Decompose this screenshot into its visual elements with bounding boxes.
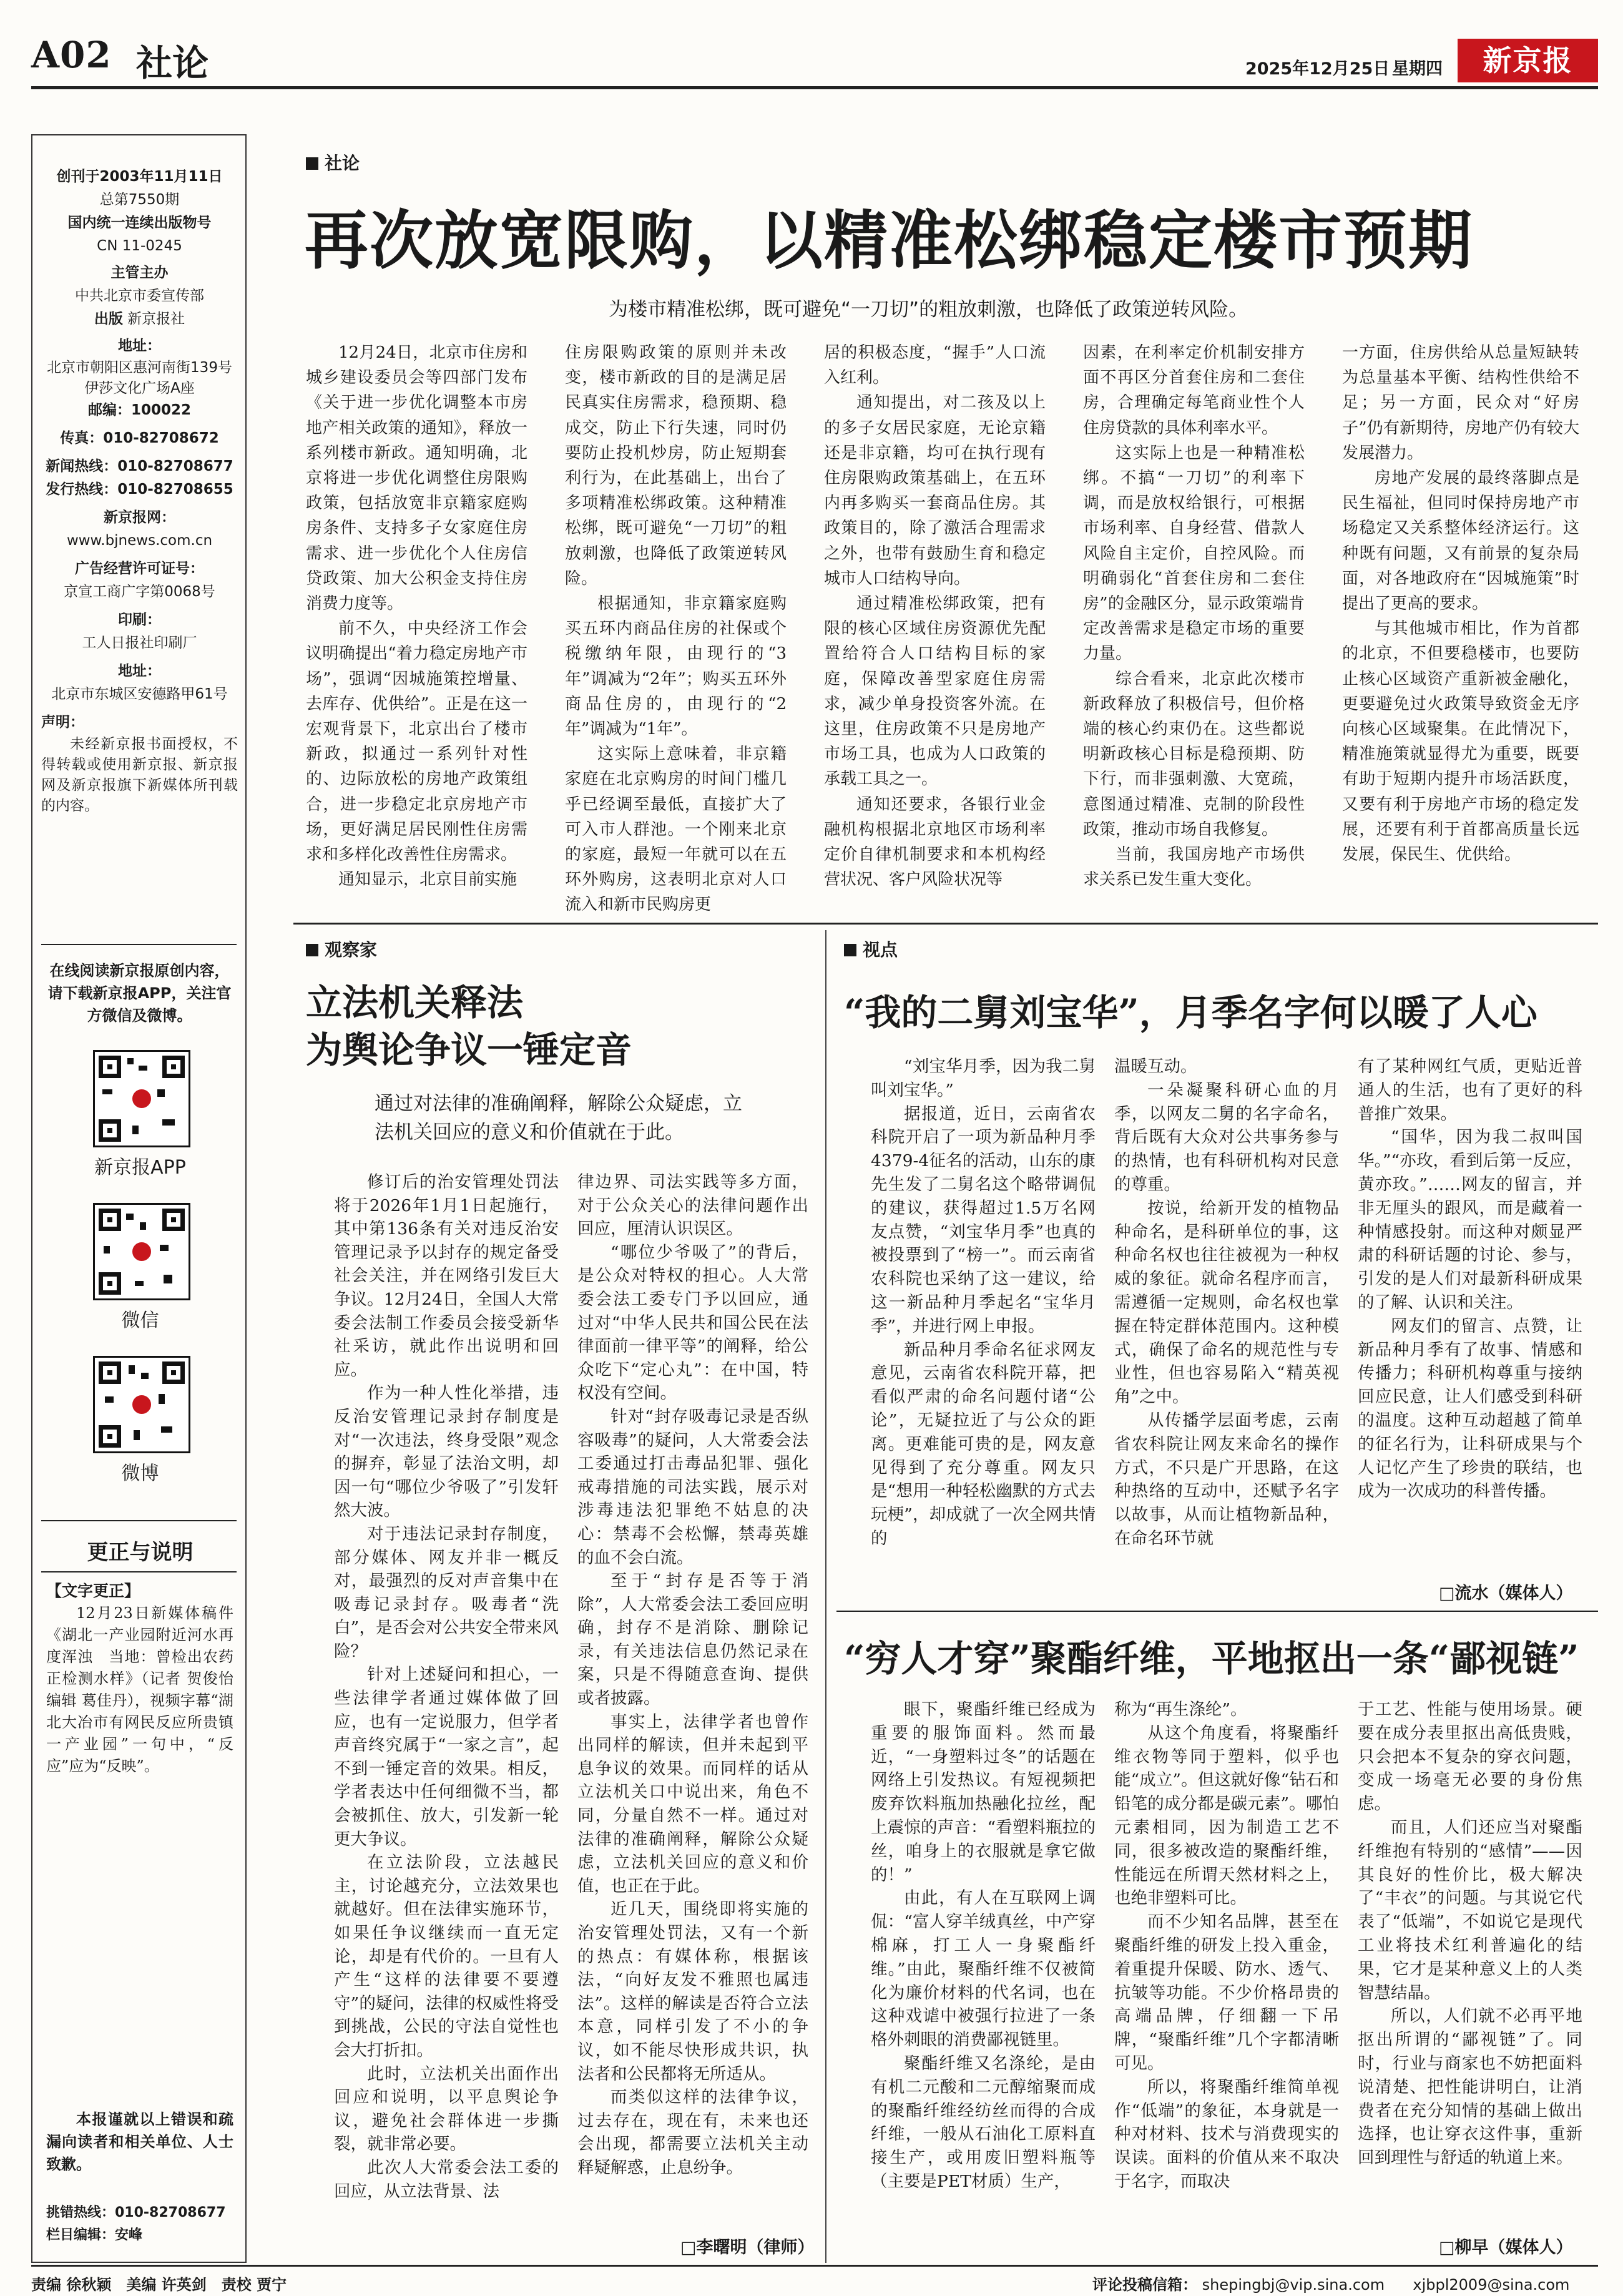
paragraph: 因素，在利率定价机制安排方面不再区分首套住房和二套住房，合理确定每笔商业性个人住房贷款的具体利率水平。 [1083, 343, 1305, 438]
footer-contact-label: 评论投稿信箱： [1092, 2276, 1197, 2294]
editorial-subhead: 为楼市精准松绑，既可避免“一刀切”的粗放刺激，也降低了政策逆转风险。 [609, 298, 1248, 321]
viewpoint-tag [844, 936, 898, 961]
paragraph: “哪位少爷吸了”的背后，是公众对特权的担心。人大常委会法工委专门予以回应，通过对“中华人民共和国公民在法律面前一律平等”的阐释，给公众吃下“定心丸”：在中国，特权没有空间。 [577, 1242, 808, 1403]
editorial-column [565, 340, 787, 946]
postcode: 邮编：100022 [87, 402, 192, 418]
paragraph: 当前，我国房地产市场供求关系已发生重大变化。 [1083, 845, 1305, 890]
weibo-qr-label: 微博 [121, 1463, 159, 1484]
paragraph: 综合看来，北京此次楼市新政释放了积极信号，但价格端的核心约束仍在。这些都说明新政核心目标是稳预期、防下行，而非强刺激、大宽疏，意图通过精准、克制的阶段性政策，推动市场自我修复。 [1083, 669, 1305, 839]
paragraph: 针对“封存吸毒记录是否纵容吸毒”的疑问，人大常委会法工委通过打击毒品犯罪、强化戒毒措施的司法实践，展示对涉毒违法犯罪绝不姑息的决心：禁毒不会松懈，禁毒英雄的血不会白流。 [577, 1406, 808, 1567]
viewpoint-byline-2: □柳早（媒体人） [1439, 2238, 1573, 2257]
paragraph: 从传播学层面考虑，云南省农科院让网友来命名的操作方式，不只是广开思路，在这种热络的互动中，还赋予名字以故事，从而让植物新品种，在命名环节就 [1114, 1410, 1339, 1548]
observer-subhead: 通过对法律的准确阐释，解除公众疑虑，立法机关回应的意义和价值就在于此。 [375, 1092, 742, 1144]
paragraph: 这实际上也是一种精准松绑。不搞“一刀切”的利率下调，而是放权给银行，可根据市场利率、自身经营、借款人风险自主定价，自控风险。而明确弱化“首套住房和二套住房”的金融区分，显示政策端肯定改善需求是稳定市场的重要力量。 [1083, 443, 1305, 664]
square-icon [844, 944, 856, 956]
distribution-hotline: 发行热线：010-82708655 [46, 481, 233, 498]
footer-email-2[interactable]: xjbpl2009@sina.com [1413, 2276, 1570, 2294]
viewpoint-1-column [1114, 1055, 1339, 1598]
viewpoint-2-column [871, 1698, 1096, 2263]
observer-headline-line: 为舆论争议一锤定音 [306, 1029, 632, 1071]
news-hotline: 新闻热线：010-82708677 [46, 458, 233, 474]
paragraph: 居的积极态度，“握手”人口流入红利。 [824, 343, 1046, 388]
paragraph: 与其他城市相比，作为首都的北京，不但要稳楼市，也要防止核心区域资产重新被金融化，更要避免过火政策导致资金无序向核心区域聚集。在此情况下，精准施策就显得尤为重要，既要有助于短期内提升市场活跃度，又要有利于房地产市场的稳定发展，还要有利于首都高质量长远发展，保民生、优供给。 [1342, 619, 1579, 865]
sidebar [31, 134, 247, 2263]
viewpoint-headline-2: “穷人才穿”聚酯纤维，平地抠出一条“鄙视链” [844, 1637, 1579, 1680]
paragraph: 称为“再生涤纶”。 [1114, 1700, 1247, 1719]
paragraph: 一方面，住房供给从总量短缺转为总量基本平衡、结构性供给不足；另一方面，民众对“好房子”仍有新期待，房地产仍有较大发展潜力。 [1342, 343, 1579, 463]
print-label: 印刷： [118, 612, 161, 628]
paper-logo [1458, 39, 1598, 82]
corrections-hotline: 挑错热线：010-82708677 [46, 2205, 226, 2220]
paragraph: “国华，因为我二叔叫国华。”“亦玫，看到后第一反应，黄亦玫。”……网友的留言，并非无厘头的跟风，而是藏着一种情感投射。而这种对颇显严肃的科研话题的讨论、参与，引发的是人们对最新科研成果的了解、认识和关注。 [1358, 1127, 1582, 1312]
paragraph: 有了某种网红气质，更贴近普通人的生活，也有了更好的科普推广效果。 [1358, 1057, 1582, 1124]
issue-weekday: 星期四 [1392, 59, 1443, 79]
editorial-column [824, 340, 1046, 946]
issue-date: 2025年12月25日 [1245, 59, 1390, 79]
observer-headline [306, 979, 632, 1074]
paragraph: 近几天，围绕即将实施的治安管理处罚法，又有一个新的热点：有媒体称，根据该法，“向好友发不雅照也属违法”。这样的解读是否符合立法本意，同样引发了不小的争议，如不能尽快形成共识，执法者和公民都将无所适从。 [577, 1900, 808, 2084]
page-section-name: 社论 [136, 42, 209, 84]
address-label: 地址： [118, 338, 161, 354]
viewpoint-headline-1: “我的二舅刘宝华”，月季名字何以暖了人心 [844, 991, 1537, 1034]
paragraph: 作为一种人性化举措，违反治安管理记录封存制度是对“一次违法，终身受限”观念的摒弃，彰显了法治文明，却因一句“哪位少爷吸了”引发轩然大波。 [334, 1383, 559, 1521]
paragraph: 针对上述疑问和担心，一些法律学者通过媒体做了回应，也有一定说服力，但学者声音终究属于“一家之言”，起不到一锤定音的效果。相反，学者表达中任何细微不当，都会被抓住、放大，引发新一轮更大争议。 [334, 1665, 559, 1849]
header-rule [31, 86, 1598, 89]
paragraph: 而且，人们还应当对聚酯纤维抱有特别的“感情”——因其良好的性价比，极大解决了“丰衣”的问题。与其说它代表了“低端”，不如说它是现代工业将技术红利普遍化的结果，它才是某种意义上的人类智慧结晶。 [1358, 1817, 1582, 2003]
paragraph: 通知显示，北京目前实施 [338, 870, 517, 890]
paragraph: 12月24日，北京市住房和城乡建设委员会等四部门发布《关于进一步优化调整本市房地产相关政策的通知》，释放一系列楼市新政。通知明确，北京将进一步优化调整住房限购政策，包括放宽非京籍家庭购房条件、支持多子女家庭住房需求、进一步优化个人住房信贷政策、加大公积金支持住房消费力度等。 [306, 343, 527, 614]
app-qr-label: 新京报APP [94, 1157, 186, 1179]
weibo-qr-code[interactable] [93, 1356, 190, 1453]
observer-tag-label: 观察家 [325, 939, 378, 960]
corrections-tag: 【文字更正】 [46, 1582, 140, 1600]
footer-contact [1092, 2272, 1569, 2294]
ad-license-label: 广告经营许可证号： [75, 561, 204, 577]
website: www.bjnews.com.cn [66, 532, 213, 549]
paragraph: 修订后的治安管理处罚法将于2026年1月1日起施行，其中第136条有关对违反治安管理记录予以封存的规定备受社会关注，并在网络引发巨大争议。12月24日，全国人大常委会法制工作委员会接受新华社采访，就此作出说明和回应。 [334, 1172, 559, 1380]
viewpoint-2-column [1358, 1698, 1582, 2229]
observer-column [334, 1170, 559, 2260]
paragraph: 事实上，法律学者也曾作出同样的解读，但并未起到平息争议的效果。而同样的话从立法机关口中说出来，角色不同，分量自然不一样。通过对法律的准确阐释，解除公众疑虑，立法机关回应的意义和价值，也正在于此。 [577, 1712, 808, 1896]
paragraph: 通知提出，对二孩及以上的多子女居民家庭，无论京籍还是非京籍，均可在执行现有住房限购政策基础上，在五环内再多购买一套商品住房。其政策目的，除了激活合理需求之外，也带有鼓励生育和稳定城市人口结构导向。 [824, 393, 1046, 588]
publisher: 新京报社 [127, 311, 185, 327]
paragraph: “刘宝华月季，因为我二舅叫刘宝华。” [871, 1057, 1096, 1100]
paragraph: 而类似这样的法律争议，过去存在，现在有，未来也还会出现，都需要立法机关主动释疑解惑，止息纷争。 [577, 2087, 808, 2177]
publisher-line [41, 308, 238, 331]
issue-number: 总第7550期 [99, 192, 180, 208]
paragraph: 新品种月季命名征求网友意见，云南省农科院开幕，把看似严肃的命名问题付诸“公论”，无疑拉近了与公众的距离。更难能可贵的是，网友意见得到了充分尊重。网友只是“想用一种轻松幽默的方式去玩梗”，却成就了一次全网共情的 [871, 1340, 1096, 1548]
paragraph: 一朵凝聚科研心血的月季，以网友二舅的名字命名，背后既有大众对公共事务参与的热情，也有科研机构对民意的尊重。 [1114, 1080, 1339, 1194]
wechat-qr-label: 微信 [121, 1310, 159, 1332]
editorial-tag [306, 150, 360, 175]
corrections-title: 更正与说明 [87, 1540, 194, 1565]
paragraph: 律边界、司法实践等多方面，对于公众关心的法律问题作出回应，厘清认识误区。 [577, 1172, 808, 1239]
founded-date: 创刊于2003年11月11日 [56, 169, 223, 185]
paragraph: 通知还要求，各银行业金融机构根据北京地区市场利率定价自律机制要求和本机构经营状况、客户风险状况等 [824, 795, 1046, 890]
online-read-note: 在线阅读新京报原创内容，请下载新京报APP，关注官方微信及微博。 [47, 962, 232, 1024]
sidebar-info [41, 165, 238, 817]
paragraph: 聚酯纤维又名涤纶，是由有机二元酸和二元醇缩聚而成的聚酯纤维经纺丝而得的合成纤维，一般从石油化工原料直接生产，或用废旧塑料瓶等（主要是PET材质）生产， [871, 2053, 1096, 2191]
paragraph: 在立法阶段，立法越民主，讨论越充分，立法效果也就越好。但在法律实施环节，如果任争议继续而一直无定论，却是有代价的。一旦有人产生“这样的法律要不要遵守”的疑问，法律的权威性将受到挑战，公民的守法自觉性也会大打折扣。 [334, 1853, 559, 2060]
editorial-tag-label: 社论 [325, 153, 360, 174]
page-code: A02 [31, 34, 112, 76]
sidebar-divider-2 [41, 1520, 237, 1521]
paragraph: 此次人大常委会法工委的回应，从立法背景、法 [334, 2157, 559, 2201]
viewpoint-1-column [1358, 1055, 1582, 1573]
observer-byline: □李曙明（律师） [680, 2238, 815, 2257]
editorial-column [1083, 340, 1305, 946]
statement-label: 声明： [41, 714, 84, 730]
paragraph: 从这个角度看，将聚酯纤维衣物等同于塑料，似乎也能“成立”。但这就好像“钻石和铅笔的成分都是碳元素”。哪怕元素相同，因为制造工艺不同，很多被改造的聚酯纤维，性能远在所谓天然材料之上，也绝非塑料可比。 [1114, 1723, 1339, 1908]
square-icon [306, 944, 318, 956]
paragraph: 于工艺、性能与使用场景。硬要在成分表里抠出高低贵贱，只会把本不复杂的穿衣问题，变成一场毫无必要的身份焦虑。 [1358, 1700, 1582, 1814]
printer: 工人日报社印刷厂 [82, 635, 197, 651]
apology-note: 本报谨就以上错误和疏漏向读者和相关单位、人士致歉。 [46, 2111, 233, 2173]
sponsor: 中共北京市委宣传部 [75, 288, 204, 304]
footer-email-1[interactable]: shepingbj@vip.sina.com [1202, 2276, 1385, 2294]
viewpoint-tag-label: 视点 [863, 939, 898, 960]
observer-tag [306, 936, 377, 961]
paragraph: 据报道，近日，云南省农科院开启了一项为新品种月季4379-4征名的活动，山东的康先生发了二舅名这个略带调侃的建议，获得超过1.5万名网友点赞，“刘宝华月季”也真的被投票到了“榜一”。而云南省农科院也采纳了这一建议，给这一新品种月季起名“宝华月季”，并进行网上申报。 [871, 1104, 1096, 1336]
sponsor-label: 主管主办 [110, 265, 169, 281]
app-qr-code[interactable] [93, 1050, 190, 1147]
paragraph: 所以，将聚酯纤维简单视作“低端”的象征，本身就是一种对材料、技术与消费现实的误读。面料的价值从来不取决于名字，而取决 [1114, 2077, 1339, 2191]
paragraph: 通过精准松绑政策，把有限的核心区域住房资源优先配置给符合人口结构目标的家庭，保障改善型家庭住房需求，减少单身投资客外流。在这里，住房政策不只是房地产市场工具，也成为人口政策的承载工具之一。 [824, 594, 1046, 789]
paragraph: 住房限购政策的原则并未改变，楼市新政的目的是满足居民真实住房需求，稳预期、稳成交，防止下行失速，同时仍要防止投机炒房，防止短期套利行为，在此基础上，出台了多项精准松绑政策。这种精准松绑，既可避免“一刀切”的粗放刺激，也降低了政策逆转风险。 [565, 343, 787, 588]
paragraph: 此时，立法机关出面作出回应和说明，以平息舆论争议，避免社会群体进一步撕裂，就非常必要。 [334, 2064, 559, 2154]
ad-license: 京宣工商广字第0068号 [64, 584, 215, 600]
paragraph: 网友们的留言、点赞，让新品种月季有了故事、情感和传播力；科研机构尊重与接纳回应民意，让人们感受到科研的温度。这种互动超越了简单的征名行为，让科研成果与个人记忆产生了珍贵的联结，也成为一次成功的科普传播。 [1358, 1316, 1582, 1501]
editorial-column [306, 340, 527, 946]
editorial-headline: 再次放宽限购，以精准松绑稳定楼市预期 [305, 204, 1473, 278]
section-divider [293, 923, 1598, 925]
page-header [31, 25, 1598, 87]
serial-label: 国内统一连续出版物号 [67, 215, 212, 231]
wechat-qr-code[interactable] [93, 1203, 190, 1300]
viewpoint-divider [836, 1611, 1598, 1612]
print-address-label: 地址： [118, 663, 161, 679]
paragraph: 温暖互动。 [1114, 1057, 1197, 1076]
paragraph: 眼下，聚酯纤维已经成为重要的服饰面料。然而最近，“一身塑料过冬”的话题在网络上引发热议。有短视频把废弃饮料瓶加热融化拉丝，配上震惊的声音：“看塑料瓶拉的丝，咱身上的衣服就是拿它做的！” [871, 1700, 1096, 1885]
corrections-rule [41, 1571, 237, 1572]
footer-credits: 责编 徐秋颖 美编 许英剑 责校 贾宁 [31, 2276, 287, 2294]
paragraph: 房地产发展的最终落脚点是民生福祉，但同时保持房地产市场稳定又关系整体经济运行。这种既有问题，又有前景的复杂局面，对各地政府在“因城施策”时提出了更高的要求。 [1342, 469, 1579, 614]
website-label: 新京报网： [104, 509, 175, 526]
address: 北京市朝阳区惠河南街139号伊莎文化广场A座 [47, 360, 232, 396]
paper-logo-text: 新京报 [1483, 44, 1573, 77]
footer-rule [31, 2265, 1598, 2267]
viewpoint-2-column [1114, 1698, 1339, 2263]
corrections-text: 12月23日新媒体稿件《湖北一产业园附近河水再度浑浊 当地：曾检出农药 正检测水样》（记者 贺俊怡 编辑 葛佳丹），视频字幕“湖北大冶市有网民反应所贵镇一产业园”一句中，“反应”应为“反映”。 [46, 1604, 248, 1775]
paragraph: 前不久，中央经济工作会议明确提出“着力稳定房地产市场”，强调“因城施策控增量、去库存、优供给”。正是在这一宏观背景下，北京出台了楼市新政，拟通过一系列针对性的、边际放松的房地产政策组合，进一步稳定北京房地产市场，更好满足居民刚性住房需求和多样化改善性住房需求。 [306, 619, 527, 865]
paragraph: 由此，有人在互联网上调侃：“富人穿羊绒真丝，中产穿棉麻，打工人一身聚酯纤维。”由此，聚酯纤维不仅被简化为廉价材料的代名词，也在这种戏谑中被强行拉进了一条格外刺眼的消费鄙视链里。 [871, 1888, 1096, 2050]
viewpoint-1-column [871, 1055, 1096, 1598]
statement: 未经新京报书面授权，不得转载或使用新京报、新京报网及新京报旗下新媒体所刊载的内容。 [41, 736, 238, 814]
paragraph: 按说，给新开发的植物品种命名，是科研单位的事，这种命名权也往往被视为一种权威的象征。就命名程序而言，需遵循一定规则，命名权也掌握在特定群体范围内。这种模式，确保了命名的规范性与专业性，但也容易陷入“精英视角”之中。 [1114, 1198, 1339, 1407]
serial-number: CN 11-0245 [97, 238, 182, 254]
observer-headline-line: 立法机关释法 [306, 981, 524, 1024]
print-address: 北京市东城区安德路甲61号 [51, 686, 228, 702]
fax: 传真：010-82708672 [60, 430, 219, 446]
paragraph: 这实际上意味着，非京籍家庭在北京购房的时间门槛几乎已经调至最低，直接扩大了可入市人群池。一个刚来北京的家庭，最短一年就可以在五环外购房，这表明北京对人口流入和新市民购房更 [565, 745, 787, 915]
editorial-column [1342, 340, 1579, 946]
viewpoint-byline-1: □流水（媒体人） [1439, 1584, 1573, 1603]
publisher-label: 出版 [94, 311, 123, 327]
paragraph: 对于违法记录封存制度，部分媒体、网友并非一概反对，最强烈的反对声音集中在吸毒记录封存。吸毒者“洗白”，是否会对公共安全带来风险？ [334, 1524, 559, 1661]
paragraph: 而不少知名品牌，甚至在聚酯纤维的研发上投入重金，着重提升保暖、防水、透气、抗皱等功能。不少价格昂贵的高端品牌，仔细翻一下吊牌，“聚酯纤维”几个字都清晰可见。 [1114, 1912, 1339, 2073]
paragraph: 至于“封存是否等于消除”，人大常委会法工委回应明确，封存不是消除、删除记录，有关违法信息仍然记录在案，只是不得随意查询、提供或者披露。 [577, 1571, 808, 1709]
observer-column [577, 1170, 808, 2219]
column-divider [825, 930, 826, 2263]
sidebar-divider-1 [41, 944, 237, 945]
column-editor: 栏目编辑：安峰 [46, 2227, 143, 2243]
paragraph: 所以，人们就不必再平地抠出所谓的“鄙视链”了。同时，行业与商家也不妨把面料说清楚、把性能讲明白，让消费者在充分知情的基础上做出选择，也让穿衣这件事，重新回到理性与舒适的轨道上来。 [1358, 2006, 1582, 2168]
paragraph: 根据通知，非京籍家庭购买五环内商品住房的社保或个税缴纳年限，由现行的“3年”调减为“2年”；购买五环外商品住房的，由现行的“2年”调减为“1年”。 [565, 594, 787, 739]
square-icon [306, 157, 318, 170]
